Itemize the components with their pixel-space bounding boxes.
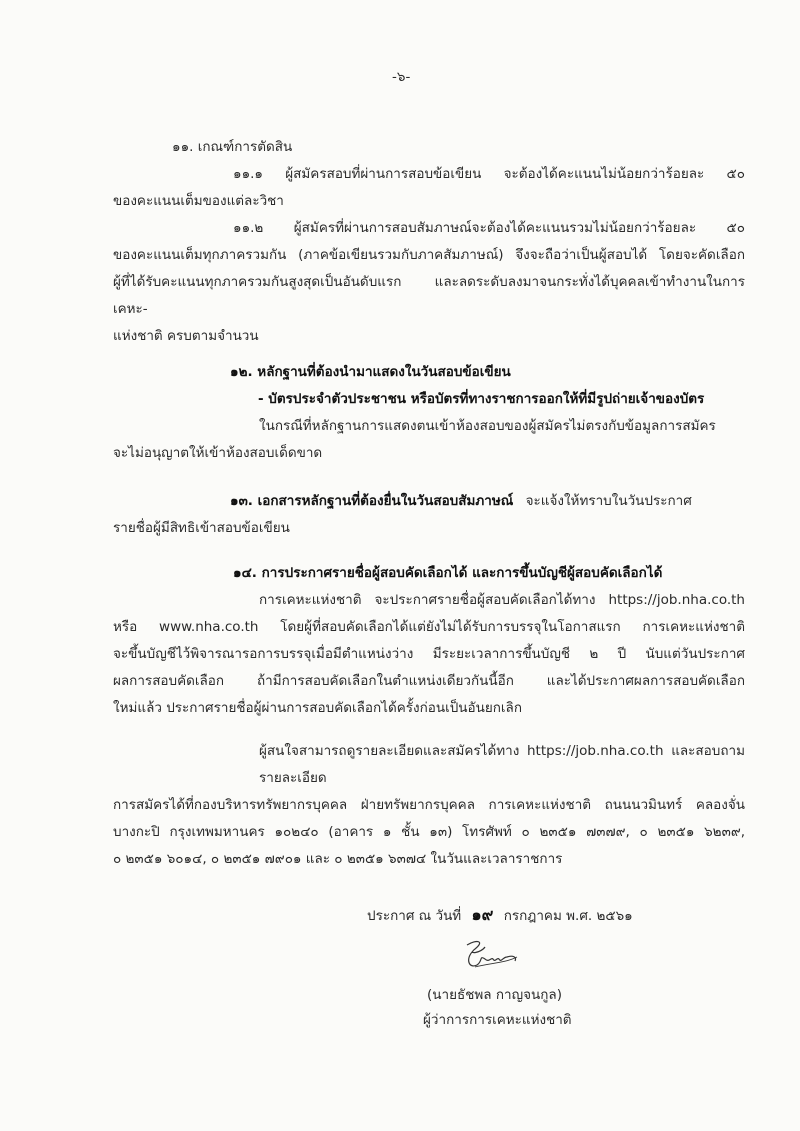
signatory-title: ผู้ว่าการการเคหะแห่งชาติ: [423, 1012, 572, 1028]
section-13-line: รายชื่อผู้มีสิทธิเข้าสอบข้อเขียน: [113, 520, 290, 536]
announce-day: ๑๙: [471, 905, 494, 924]
contact-line: การสมัครได้ที่กองบริหารทรัพยากรบุคคล ฝ่ายทรัพยากรบุคคล การเคหะแห่งชาติ ถนนนวมินทร์ คลองจั่น: [113, 797, 745, 813]
section-14-line: หรือ www.nha.co.th โดยผู้ที่สอบคัดเลือกได้แต่ยังไม่ได้รับการบรรจุในโอกาสแรก การเคหะแห่งชาติ: [113, 619, 745, 635]
section-12-heading: ๑๒. หลักฐานที่ต้องนำมาแสดงในวันสอบข้อเขียน: [230, 364, 511, 380]
section-14-line: การเคหะแห่งชาติ จะประกาศรายชื่อผู้สอบคัดเลือกได้ทาง https://job.nha.co.th: [259, 592, 745, 608]
section-11-2-line: แห่งชาติ ครบตามจำนวน: [113, 328, 259, 344]
announce-month-year: กรกฎาคม พ.ศ. ๒๕๖๑: [503, 908, 633, 924]
announcement-date: [113, 901, 745, 930]
contact-line: ๐ ๒๓๕๑ ๖๐๑๔, ๐ ๒๓๕๑ ๗๙๐๑ และ ๐ ๒๓๕๑ ๖๓๗๔ ในวันและเวลาราชการ: [113, 851, 563, 867]
section-14-heading: ๑๔. การประกาศรายชื่อผู้สอบคัดเลือกได้ และการขึ้นบัญชีผู้สอบคัดเลือกได้: [233, 565, 663, 581]
announce-prefix: ประกาศ ณ วันที่: [367, 908, 462, 924]
section-13-text: จะแจ้งให้ทราบในวันประกาศ: [525, 493, 692, 509]
section-12-line: จะไม่อนุญาตให้เข้าห้องสอบเด็ดขาด: [113, 445, 323, 461]
contact-line: บางกะปิ กรุงเทพมหานคร ๑๐๒๔๐ (อาคาร ๑ ชั้น ๑๓) โทรศัพท์ ๐ ๒๓๕๑ ๗๓๗๙, ๐ ๒๓๕๑ ๖๒๓๙,: [113, 824, 745, 840]
section-13-line: [113, 488, 745, 515]
signatory-name: (นายธัชพล กาญจนกูล): [427, 987, 562, 1003]
signature: [455, 933, 530, 983]
section-14-line: ผลการสอบคัดเลือก ถ้ามีการสอบคัดเลือกในตำแหน่งเดียวกันนี้อีก และได้ประกาศผลการสอบคัดเลือก: [113, 673, 745, 689]
section-14-line: ใหม่แล้ว ประกาศรายชื่อผู้ผ่านการสอบคัดเลือกได้ครั้งก่อนเป็นอันยกเลิก: [113, 700, 522, 716]
page-number: -๖-: [392, 69, 411, 85]
section-11-heading: ๑๑. เกณฑ์การตัดสิน: [172, 139, 293, 155]
section-11-2-line: ผู้ที่ได้รับคะแนนทุกภาครวมกันสูงสุดเป็นอันดับแรก และลดระดับลงมาจนกระทั่งได้บุคคลเข้าทำงานในการเคหะ-: [113, 274, 745, 317]
section-11-2-line: ๑๑.๒ ผู้สมัครที่ผ่านการสอบสัมภาษณ์จะต้องได้คะแนนรวมไม่น้อยกว่าร้อยละ ๕๐: [233, 220, 745, 236]
section-11-2-line: ของคะแนนเต็มทุกภาครวมกัน (ภาคข้อเขียนรวมกับภาคสัมภาษณ์) จึงจะถือว่าเป็นผู้สอบได้ โดยจะคัดเลือก: [113, 247, 745, 263]
section-13-heading: ๑๓. เอกสารหลักฐานที่ต้องยื่นในวันสอบสัมภาษณ์: [230, 493, 514, 509]
section-12-line: ในกรณีที่หลักฐานการแสดงตนเข้าห้องสอบของผู้สมัครไม่ตรงกับข้อมูลการสมัคร: [259, 418, 716, 434]
section-11-1-line: ๑๑.๑ ผู้สมัครสอบที่ผ่านการสอบข้อเขียน จะต้องได้คะแนนไม่น้อยกว่าร้อยละ ๕๐: [233, 166, 745, 182]
section-12-bullet: - บัตรประจำตัวประชาชน หรือบัตรที่ทางราชการออกให้ที่มีรูปถ่ายเจ้าของบัตร: [258, 391, 705, 407]
contact-line: ผู้สนใจสามารถดูรายละเอียดและสมัครได้ทาง https://job.nha.co.th และสอบถามรายละเอียด: [259, 743, 745, 786]
section-14-line: จะขึ้นบัญชีไว้พิจารณารอการบรรจุเมื่อมีตำแหน่งว่าง มีระยะเวลาการขึ้นบัญชี ๒ ปี นับแต่วันประกาศ: [113, 646, 745, 662]
section-11-1-line: ของคะแนนเต็มของแต่ละวิชา: [113, 193, 284, 209]
